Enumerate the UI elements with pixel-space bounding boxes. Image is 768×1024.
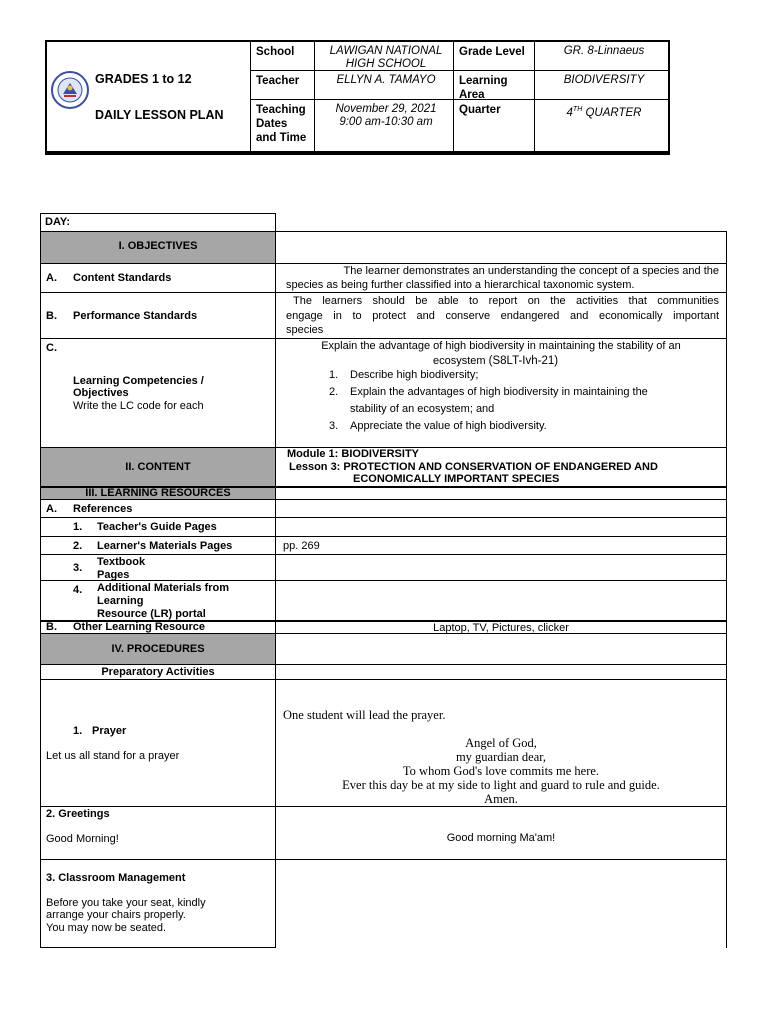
competencies-letter: C. — [46, 342, 57, 354]
teacher-value: ELLYN A. TAMAYO — [336, 74, 436, 86]
school-value: LAWIGAN NATIONAL HIGH SCHOOL — [329, 45, 443, 70]
teacher-label: Teacher — [256, 75, 300, 87]
performance-standards-text-2: engage in to protect and conserve endangered and economically important — [286, 310, 719, 322]
grades-title: GRADES 1 to 12 — [95, 72, 192, 86]
performance-standards-label: Performance Standards — [73, 310, 198, 322]
prayer-line-2: my guardian dear, — [455, 750, 547, 764]
quarter-label: Quarter — [459, 104, 501, 116]
lesson-title-1: Lesson 3: PROTECTION AND CONSERVATION OF ENDANGERED AND — [289, 461, 658, 473]
deped-seal-icon — [50, 70, 90, 110]
competencies-label-1: Learning Competencies / — [73, 375, 204, 387]
classroom-text-2: arrange your chairs properly. — [46, 909, 186, 921]
performance-standards-letter: B. — [46, 310, 57, 322]
competency-text-2: ecosystem (S8LT-Ivh-21) — [433, 355, 559, 367]
lr-portal-label: Additional Materials from Learning Resource (LR) portal — [97, 582, 230, 620]
teaching-dates-value: November 29, 2021 9:00 am-10:30 am — [335, 103, 437, 128]
procedures-heading: IV. PROCEDURES — [111, 643, 205, 655]
lm-pages-num: 2. — [73, 540, 83, 552]
objective-num-1: 1. — [329, 369, 339, 381]
content-standards-letter: A. — [46, 272, 57, 284]
objective-item-2: Explain the advantages of high biodiversity in maintaining the — [350, 386, 648, 398]
dlp-title: DAILY LESSON PLAN — [95, 108, 224, 122]
textbook-label: Textbook Pages — [97, 556, 146, 581]
lr-portal-num: 4. — [73, 584, 83, 596]
tg-pages-num: 1. — [73, 521, 83, 533]
competency-text: Explain the advantage of high biodiversity in maintaining the stability of an — [321, 340, 681, 352]
references-label: References — [73, 503, 133, 515]
other-resource-label: Other Learning Resource — [73, 621, 206, 633]
classroom-text-3: You may now be seated. — [46, 922, 167, 934]
performance-standards-text-3: species — [286, 324, 324, 336]
prayer-label: Prayer — [92, 725, 127, 737]
competencies-label-2: Objectives — [73, 387, 129, 399]
day-label: DAY: — [45, 216, 71, 228]
prayer-line-1: Angel of God, — [465, 736, 537, 750]
performance-standards-text: The learners should be able to report on the activities that communities — [293, 295, 719, 307]
content-standards-text-2: species as being further classified into a hierarchical taxonomic system. — [286, 279, 635, 291]
classroom-text-1: Before you take your seat, kindly — [46, 897, 206, 909]
competency-code: (S8LT-Ivh-21) — [488, 355, 559, 367]
content-standards-label: Content Standards — [73, 272, 172, 284]
references-letter: A. — [46, 503, 57, 515]
competencies-instruction: Write the LC code for each — [73, 400, 204, 412]
greetings-teacher: Good Morning! — [46, 833, 119, 845]
other-resource-value: Laptop, TV, Pictures, clicker — [433, 622, 569, 634]
school-label: School — [256, 46, 295, 58]
lm-pages-label: Learner's Materials Pages — [97, 540, 233, 552]
objective-item-3: Appreciate the value of high biodiversity. — [350, 420, 547, 432]
greetings-label: 2. Greetings — [46, 808, 110, 820]
learning-area-label: Learning Area — [459, 75, 508, 101]
classroom-label: 3. Classroom Management — [46, 872, 186, 884]
other-resource-letter: B. — [46, 621, 57, 633]
lesson-title-2: ECONOMICALLY IMPORTANT SPECIES — [353, 473, 560, 485]
teaching-dates-label: Teaching Dates and Time — [256, 104, 307, 144]
textbook-num: 3. — [73, 562, 83, 574]
greetings-response: Good morning Ma'am! — [446, 832, 556, 844]
prayer-line-3: To whom God's love commits me here. — [402, 764, 600, 778]
content-heading: II. CONTENT — [125, 461, 191, 473]
learning-area-value: BIODIVERSITY — [563, 74, 645, 86]
lm-pages-value: pp. 269 — [283, 540, 320, 552]
prayer-num: 1. — [73, 725, 83, 737]
quarter-value: 4TH QUARTER — [566, 106, 642, 119]
header-table — [45, 40, 670, 155]
objective-num-2: 2. — [329, 386, 339, 398]
content-standards-text: The learner demonstrates an understanding the concept of a species and the — [343, 265, 719, 277]
prayer-instruction: Let us all stand for a prayer — [46, 750, 180, 762]
resources-heading: III. LEARNING RESOURCES — [85, 487, 231, 499]
objective-num-3: 3. — [329, 420, 339, 432]
grade-level-value: GR. 8-Linnaeus — [563, 45, 645, 57]
objectives-heading: I. OBJECTIVES — [118, 240, 198, 252]
prayer-line-5: Amen. — [484, 792, 518, 806]
objective-item-2-cont: stability of an ecosystem; and — [350, 403, 495, 415]
preparatory-heading: Preparatory Activities — [101, 666, 215, 678]
prayer-response: One student will lead the prayer. — [283, 708, 446, 722]
grade-level-label: Grade Level — [459, 46, 525, 58]
module-title: Module 1: BIODIVERSITY — [287, 448, 420, 460]
prayer-line-4: Ever this day be at my side to light and guard to rule and guide. — [342, 778, 660, 792]
tg-pages-label: Teacher's Guide Pages — [97, 521, 217, 533]
objective-item-1: Describe high biodiversity; — [350, 369, 479, 381]
